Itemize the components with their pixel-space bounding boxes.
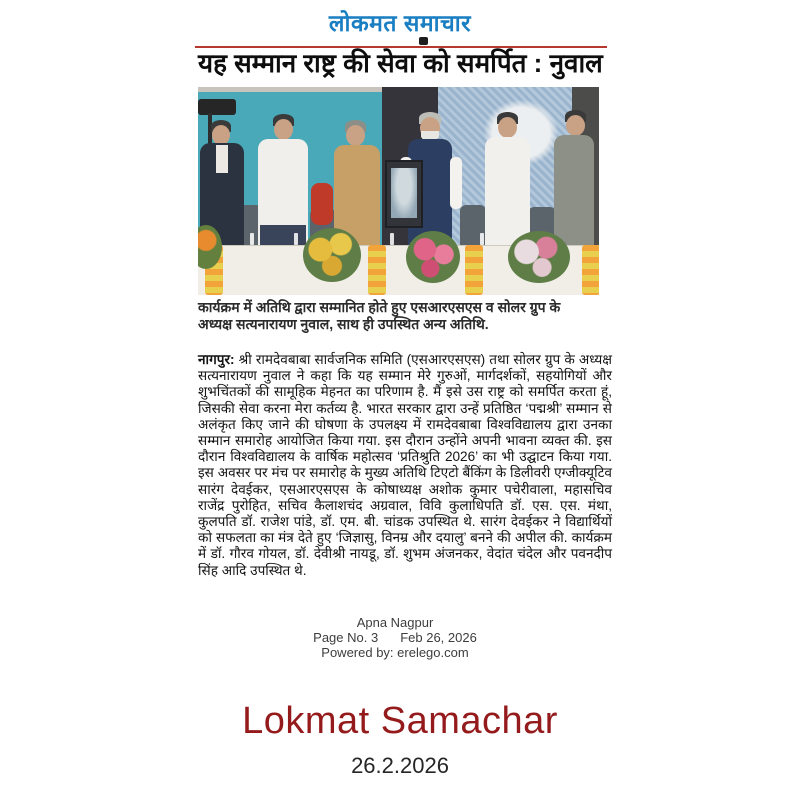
- photo-person-head: [274, 119, 293, 140]
- photo-framed-portrait: [385, 160, 423, 228]
- photo-person-trousers: [260, 225, 306, 245]
- article-headline: यह सम्मान राष्ट्र की सेवा को समर्पित : नुवाल: [198, 48, 603, 78]
- article-body: [198, 352, 612, 579]
- clipping-footer: [198, 615, 592, 660]
- photo-flower-bouquet: [303, 228, 361, 282]
- photo-water-glass: [480, 233, 484, 245]
- photo-red-garland: [311, 183, 333, 225]
- photo-flower-bouquet: [508, 231, 570, 283]
- clipping-date: Feb 26, 2026: [400, 630, 477, 645]
- photo-water-glass: [390, 233, 394, 245]
- photo-water-glass: [294, 233, 298, 245]
- photo-framed-portrait-image: [391, 168, 417, 218]
- photo-person-head: [212, 125, 230, 145]
- article-photo: [198, 87, 599, 295]
- photo-person-shirt: [216, 145, 228, 173]
- photo-person-shirt: [485, 137, 530, 245]
- publication-date: 26.2.2026: [351, 753, 449, 778]
- publication-title: Lokmat Samachar: [242, 700, 558, 742]
- clipping-page-number: Page No. 3: [313, 630, 379, 645]
- photo-flower-bouquet: [406, 231, 460, 283]
- photo-person-sleeve: [450, 157, 462, 209]
- clipping-source: Apna Nagpur: [356, 615, 434, 630]
- clipping-powered-by: Powered by: erelego.com: [321, 645, 469, 660]
- photo-caption: कार्यक्रम में अतिथि द्वारा सम्मानित होते हुए एसआरएसएस व सोलर ग्रुप के अध्यक्ष सत्यनारायण नुवाल, साथ ही उपस्थित अन्य अतिथि.: [198, 299, 561, 332]
- photo-person-head: [566, 115, 585, 136]
- photo-person-vest: [554, 135, 594, 245]
- newspaper-masthead: लोकमत समाचार: [328, 10, 472, 36]
- article-dateline: नागपुर:: [198, 352, 235, 367]
- photo-marigold-garland: [368, 245, 386, 295]
- photo-water-glass: [250, 233, 254, 245]
- photo-marigold-garland: [582, 245, 599, 295]
- photo-person-head: [346, 125, 365, 146]
- photo-person-head: [498, 117, 517, 138]
- clipping-page-date-line: [198, 630, 592, 645]
- photo-marigold-garland: [465, 245, 483, 295]
- article-body-text: श्री रामदेवबाबा सार्वजनिक समिति (एसआरएसएस) तथा सोलर ग्रुप के अध्यक्ष सत्यनारायण नुवाल ने कहा कि यह सम्मान मेरे गुरुओं, मार्गदर्शकों, सहयोगियों और शुभचिंतकों की सामूहिक मेहनत का परिणाम है. मैं इसे उस राष्ट्र को समर्पित करता हूं, जिसकी सेवा करना मेरा कर्तव्य है. भारत सरकार द्वारा उन्हें प्रतिष्ठित ‘पद्मश्री’ सम्मान से अलंकृत किए जाने की घोषणा के उपलक्ष्य में रामदेवबाबा विश्वविद्यालय द्वारा उनका सम्मान समारोह आयोजित किया गया. इस दौरान उन्होंने अपनी भावना व्यक्त की. इस दौरान विश्वविद्यालय के वार्षिक महोत्सव ‘प्रतिश्रुति 2026’ का भी उद्घाटन किया गया. इस अवसर पर मंच पर समारोह के मुख्य अतिथि टिएटो बैंकिंग के डिलीवरी एग्जीक्यूटिव सारंग देवईकर, एसआरएसएस के कोषाध्यक्ष अशोक कुमार पचेरीवाला, महासचिव राजेंद्र पुरोहित, सचिव कैलाशचंद अग्रवाल, विवि कुलाधिपति डॉ. एस. एस. मंथा, कुलपति डॉ. राजेश पांडे, डॉ. एम. बी. चांडक उपस्थित थे. सारंग देवईकर ने विद्यार्थियों को सफलता का मंत्र देते हुए ‘जिज्ञासु, विनम्र और दयालु’ बनने की अपील की. कार्यक्रम में डॉ. गौरव गोयल, डॉ. देवीश्री नायडू, डॉ. शुभम अंजनकर, वेदांत चंदेल और पवनदीप सिंह आदि उपस्थित थे.: [198, 352, 612, 578]
- photo-camera-object: [198, 99, 236, 115]
- scan-artifact-mark: [419, 37, 428, 45]
